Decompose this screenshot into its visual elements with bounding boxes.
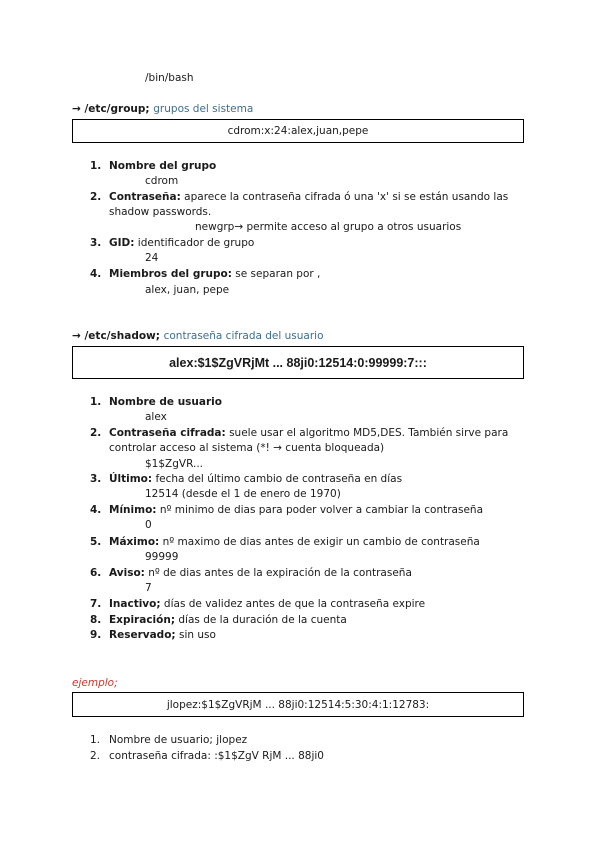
list-number: 2. <box>90 191 102 203</box>
shadow-path: /etc/shadow; <box>84 330 160 342</box>
group-example-box <box>72 119 524 143</box>
shadow-example-box <box>72 346 524 379</box>
item-text: nº maximo de dias antes de exigir un cambio de contraseña <box>162 536 480 548</box>
list-number: 2. <box>90 750 101 762</box>
list-number: 9. <box>90 629 102 641</box>
item-label: Aviso: <box>109 567 145 579</box>
item-label: Reservado; <box>109 629 176 641</box>
list-item <box>109 567 412 579</box>
item-text: aparece la contraseña cifrada ó una 'x' si se están usando las <box>184 191 509 203</box>
list-item <box>109 614 347 626</box>
item-label: Contraseña cifrada: <box>109 427 226 439</box>
item-text: días de validez antes de que la contraseña expire <box>163 598 426 610</box>
user-value: alex <box>145 411 167 423</box>
list-item: contraseña cifrada: :$1$ZgV RjM ... 88ji0 <box>109 750 324 762</box>
item-label: Nombre de usuario <box>109 396 222 408</box>
list-number: 8. <box>90 614 102 626</box>
min-value: 0 <box>145 519 152 531</box>
list-number: 2. <box>90 427 102 439</box>
item-label: Mínimo: <box>109 504 157 516</box>
list-number: 1. <box>90 160 102 172</box>
group-desc: grupos del sistema <box>153 103 254 115</box>
shadow-desc: contraseña cifrada del usuario <box>163 330 324 342</box>
list-item <box>109 473 402 485</box>
list-item <box>109 536 480 548</box>
bin-bash-line: /bin/bash <box>145 72 194 84</box>
item-label: Nombre del grupo <box>109 160 217 172</box>
list-item: Nombre de usuario; jlopez <box>109 734 248 746</box>
hash-value: $1$ZgVR... <box>145 458 204 470</box>
list-number: 5. <box>90 536 102 548</box>
list-item <box>109 396 222 408</box>
group-heading <box>72 103 253 115</box>
item-text: nº de dias antes de la expiración de la contraseña <box>148 567 412 579</box>
item-label: Miembros del grupo: <box>109 268 232 280</box>
list-number: 4. <box>90 504 102 516</box>
example-text: jlopez:$1$ZgVRjM ... 88ji0:12514:5:30:4:1:12783: <box>166 698 430 711</box>
list-number: 3. <box>90 237 102 249</box>
last-change-value: 12514 (desde el 1 de enero de 1970) <box>145 488 341 500</box>
list-number: 4. <box>90 268 102 280</box>
item-label: Inactivo; <box>109 598 161 610</box>
arrow-icon: → <box>72 103 81 115</box>
list-number: 1. <box>90 396 102 408</box>
item-label: Contraseña: <box>109 191 181 203</box>
list-item <box>109 629 216 641</box>
list-item <box>109 160 216 172</box>
item-text: días de la duración de la cuenta <box>178 614 347 626</box>
item-label: Máximo: <box>109 536 160 548</box>
control-line: controlar acceso al sistema (*! → cuenta bloqueada) <box>109 442 385 454</box>
members-value: alex, juan, pepe <box>145 284 230 296</box>
item-label: GID: <box>109 237 135 249</box>
list-item <box>109 191 508 203</box>
group-path: /etc/group; <box>84 103 150 115</box>
item-text: sin uso <box>178 629 216 641</box>
shadow-passwords-line: shadow passwords. <box>109 206 212 218</box>
group-name-value: cdrom <box>145 175 179 187</box>
arrow-icon: → <box>72 330 81 342</box>
gid-value: 24 <box>145 252 159 264</box>
list-number: 7. <box>90 598 102 610</box>
list-number: 3. <box>90 473 102 485</box>
item-label: Último: <box>109 473 153 485</box>
item-text: suele usar el algoritmo MD5,DES. También sirve para <box>229 427 509 439</box>
max-value: 99999 <box>145 551 179 563</box>
shadow-heading <box>72 330 324 342</box>
list-item <box>109 504 483 516</box>
list-item <box>109 598 425 610</box>
warn-value: 7 <box>145 582 152 594</box>
list-item <box>109 427 508 439</box>
newgrp-line: newgrp→ permite acceso al grupo a otros usuarios <box>195 221 462 233</box>
item-text: fecha del último cambio de contraseña en días <box>155 473 403 485</box>
item-text: se separan por , <box>235 268 321 280</box>
list-item <box>109 268 320 280</box>
shadow-example-text: alex:$1$ZgVRjMt ... 88ji0:12514:0:99999:7::: <box>169 355 427 370</box>
example-box <box>72 692 524 717</box>
list-item <box>109 237 254 249</box>
example-heading: ejemplo; <box>72 677 118 689</box>
item-text: nº minimo de dias para poder volver a cambiar la contraseña <box>159 504 484 516</box>
item-text: identificador de grupo <box>137 237 255 249</box>
list-number: 6. <box>90 567 102 579</box>
group-example-text: cdrom:x:24:alex,juan,pepe <box>227 125 369 137</box>
item-label: Expiración; <box>109 614 176 626</box>
list-number: 1. <box>90 734 101 746</box>
